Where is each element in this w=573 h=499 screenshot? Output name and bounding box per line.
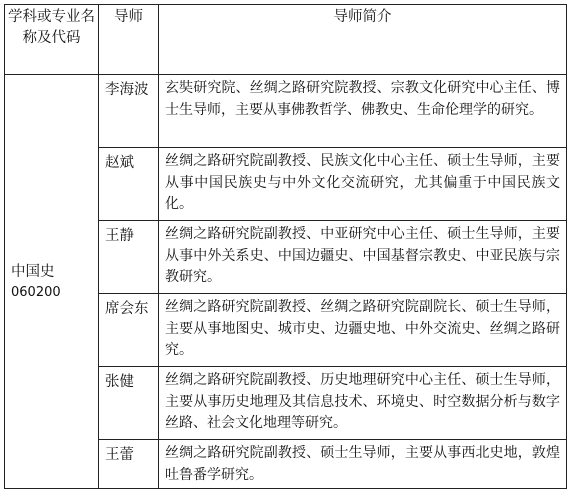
advisor-cell [99, 221, 159, 294]
subject-cell [5, 75, 99, 489]
advisor-cell [99, 294, 159, 367]
bio-cell [159, 221, 567, 294]
advisor-cell [99, 367, 159, 440]
table-header-row [5, 5, 567, 75]
header-bio-label: 导师简介 [333, 9, 392, 25]
header-bio [159, 5, 567, 75]
subject-name: 中国史 [11, 263, 55, 280]
bio-cell [159, 367, 567, 440]
subject-code: 060200 [11, 284, 61, 300]
advisor-cell [99, 440, 159, 489]
advisor-table [4, 4, 567, 489]
advisor-bio: 丝绸之路研究院副教授、中亚研究中心主任、硕士生导师，主要从事中外关系史、中国边疆史、中国基督宗教史、中亚民族与宗教研究。 [165, 226, 560, 285]
advisor-name: 李海波 [105, 82, 149, 98]
header-subject-label: 学科或专业名称及代码 [8, 9, 95, 46]
advisor-bio: 丝绸之路研究院副教授、硕士生导师，主要从事西北史地，敦煌吐鲁番学研究。 [165, 445, 560, 483]
bio-cell [159, 75, 567, 148]
advisor-bio: 玄奘研究院、丝绸之路研究院教授、宗教文化研究中心主任、博士生导师，主要从事佛教哲学、佛教史、生命伦理学的研究。 [165, 80, 560, 118]
bio-cell [159, 440, 567, 489]
advisor-name: 王静 [105, 228, 134, 244]
bio-cell [159, 148, 567, 221]
bio-cell [159, 294, 567, 367]
header-subject [5, 5, 99, 75]
advisor-name: 张健 [105, 374, 134, 390]
advisor-name: 席会东 [105, 301, 149, 317]
header-advisor [99, 5, 159, 75]
advisor-cell [99, 75, 159, 148]
advisor-name: 赵斌 [105, 155, 134, 171]
advisor-name: 王蕾 [105, 447, 134, 463]
advisor-bio: 丝绸之路研究院副教授、民族文化中心主任、硕士生导师，主要从事中国民族史与中外文化交流研究，尤其偏重于中国民族文化。 [165, 153, 560, 212]
table-row [5, 75, 567, 148]
advisor-bio: 丝绸之路研究院副教授、历史地理研究中心主任、硕士生导师，主要从事历史地理及其信息技术、环境史、时空数据分析与数字丝路、社会文化地理等研究。 [165, 372, 560, 431]
header-advisor-label: 导师 [114, 9, 143, 25]
advisor-bio: 丝绸之路研究院副教授、丝绸之路研究院副院长、硕士生导师，主要从事地图史、城市史、边疆史地、中外交流史、丝绸之路研究。 [165, 299, 560, 358]
advisor-cell [99, 148, 159, 221]
